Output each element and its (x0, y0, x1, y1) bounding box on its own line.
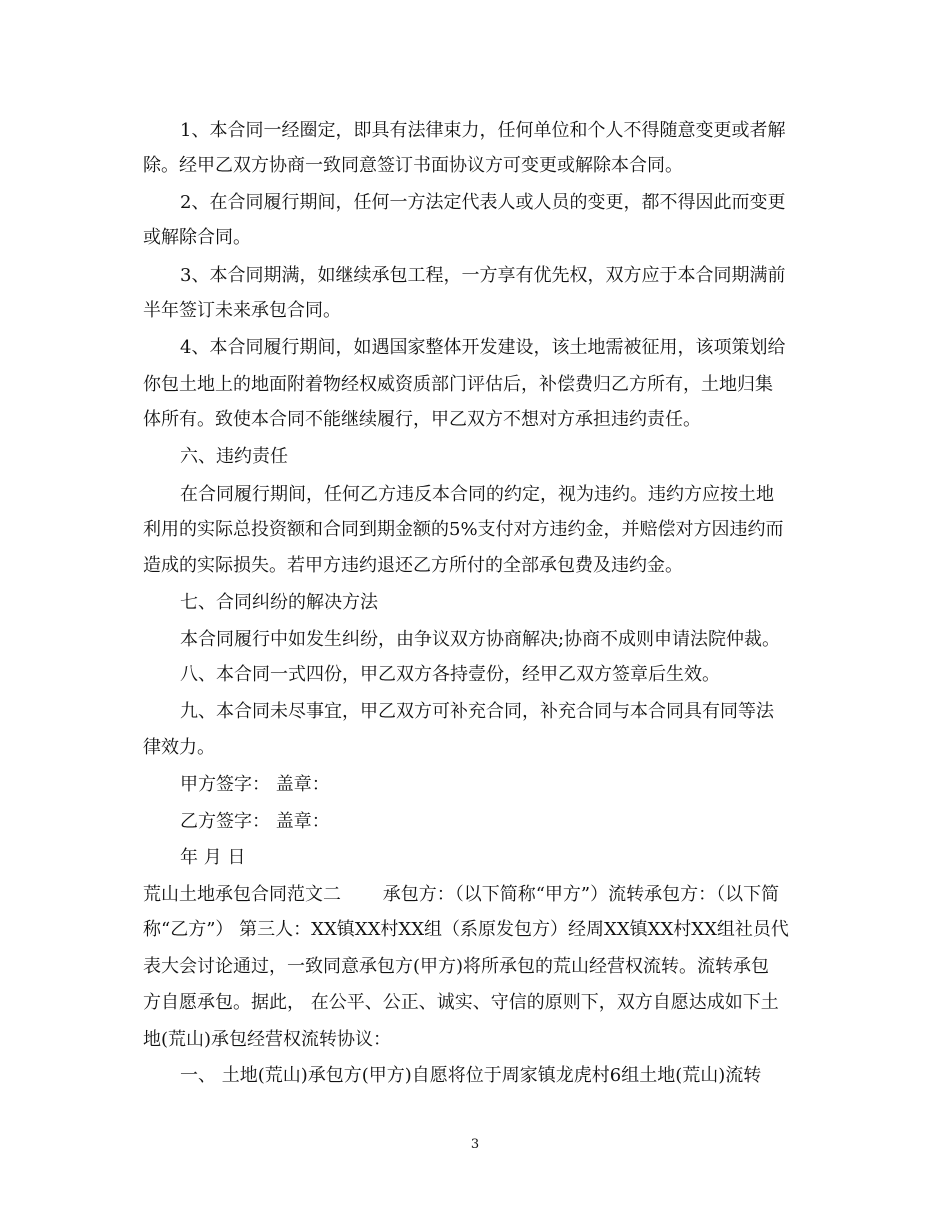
text-line: 荒山土地承包合同范文二 承包方：（以下简称“甲方”）流转承包方：（以下简 (143, 884, 780, 905)
text-line: 或解除合同。 (143, 227, 251, 248)
text-line: 一、 土地(荒山)承包方(甲方)自愿将位于周家镇龙虎村6组土地(荒山)流转 (180, 1065, 762, 1086)
text-line: 利用的实际总投资额和合同到期金额的5%支付对方违约金，并赔偿对方因违约而 (143, 519, 784, 540)
text-line: 称“乙方”） 第三人：XX镇XX村XX组（系原发包方）经周XX镇XX村XX组社员代 (143, 919, 789, 940)
text-line: 方自愿承包。据此， 在公平、公正、诚实、守信的原则下，双方自愿达成如下土 (143, 992, 779, 1013)
text-line: 本合同履行中如发生纠纷，由争议双方协商解决;协商不成则申请法院仲裁。 (180, 629, 781, 650)
text-line: 地(荒山)承包经营权流转协议： (143, 1029, 392, 1050)
signature-line-party-b: 乙方签字： 盖章： (180, 811, 330, 832)
text-line: 体所有。致使本合同不能继续履行，甲乙双方不想对方承担违约责任。 (143, 409, 701, 430)
text-line: 你包土地上的地面附着物经权威资质部门评估后，补偿费归乙方所有，土地归集 (143, 374, 773, 395)
text-line: 半年签订未来承包合同。 (143, 300, 341, 321)
signature-line-party-a: 甲方签字： 盖章： (180, 774, 330, 795)
section-heading: 七、合同纠纷的解决方法 (180, 592, 378, 613)
page-number: 3 (470, 1137, 480, 1152)
text-line: 1、本合同一经圈定，即具有法律束力，任何单位和个人不得随意变更或者解 (180, 120, 786, 141)
text-line: 八、本合同一式四份，甲乙双方各持壹份，经甲乙双方签章后生效。 (180, 664, 720, 685)
text-line: 2、在合同履行期间，任何一方法定代表人或人员的变更，都不得因此而变更 (180, 192, 786, 213)
text-line: 除。经甲乙双方协商一致同意签订书面协议方可变更或解除本合同。 (143, 155, 683, 176)
text-line: 在合同履行期间，任何乙方违反本合同的约定，视为违约。违约方应按土地 (180, 484, 774, 505)
text-line: 3、本合同期满，如继续承包工程，一方享有优先权，双方应于本合同期满前 (180, 265, 786, 286)
text-line: 表大会讨论通过，一致同意承包方(甲方)将所承包的荒山经营权流转。流转承包 (143, 956, 770, 977)
text-line: 九、本合同未尽事宜，甲乙双方可补充合同，补充合同与本合同具有同等法 (180, 701, 774, 722)
text-line: 律效力。 (143, 737, 215, 758)
section-heading: 六、违约责任 (180, 446, 288, 467)
text-line: 4、本合同履行期间，如遇国家整体开发建设，该土地需被征用，该项策划给 (180, 337, 786, 358)
date-line: 年 月 日 (180, 847, 246, 868)
text-line: 造成的实际损失。若甲方违约退还乙方所付的全部承包费及违约金。 (143, 555, 683, 576)
